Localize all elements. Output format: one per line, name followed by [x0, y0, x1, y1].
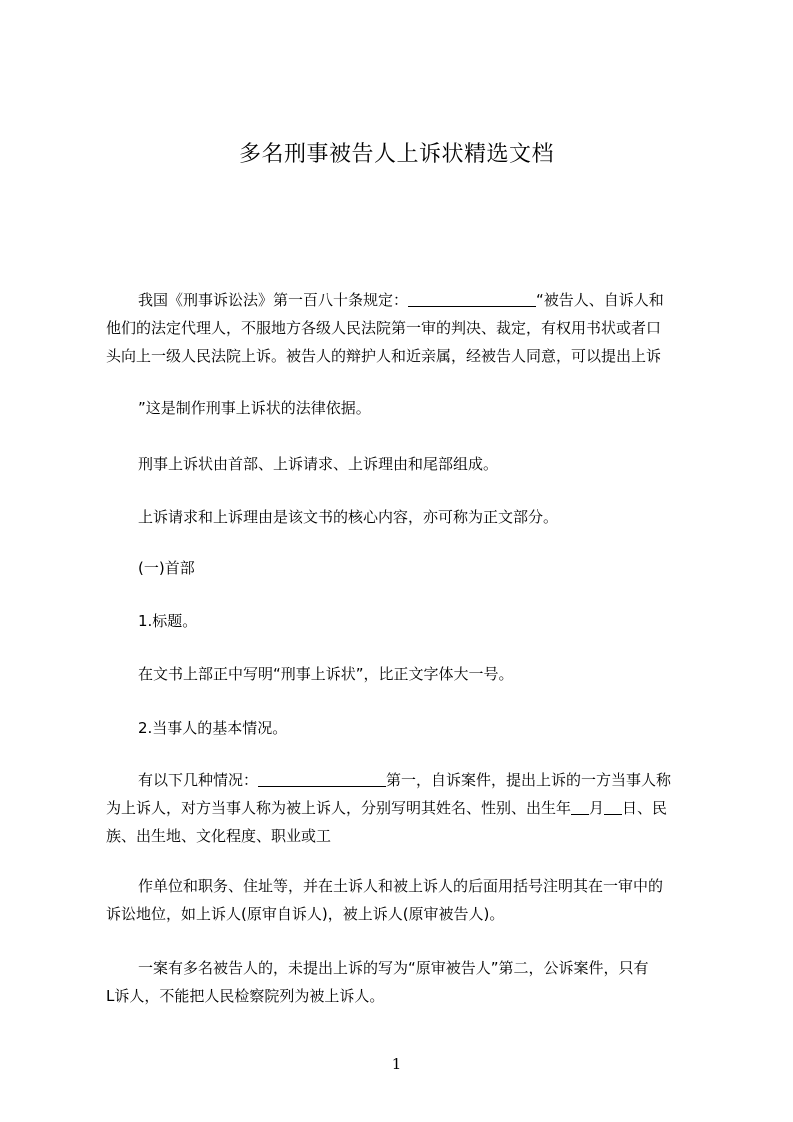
paragraph-line: 刑事上诉状由首部、上诉请求、上诉理由和尾部组成。	[138, 455, 499, 473]
document-title: 多名刑事被告人上诉状精选文档	[238, 142, 554, 167]
paragraph-work-address	[106, 872, 698, 928]
paragraph-situations	[106, 766, 698, 850]
paragraph-multiple-defendants	[106, 954, 698, 1010]
blank-underline	[571, 798, 589, 815]
paragraph-line: 我国《刑事诉讼法》第一百八十条规定： “被告人、自诉人和	[138, 291, 664, 309]
paragraph-core-content	[106, 503, 698, 531]
paragraph-legal-basis-end	[106, 394, 698, 422]
page-number: 1	[391, 1055, 402, 1073]
paragraph-line: ”这是制作刑事上诉状的法律依据。	[138, 399, 371, 417]
paragraph-title-rule	[106, 660, 698, 688]
paragraph-structure	[106, 450, 698, 478]
paragraph-line: (一)首部	[138, 559, 195, 577]
paragraph-line: 2.当事人的基本情况。	[138, 719, 288, 737]
blank-underline	[408, 290, 536, 307]
section-heading-header	[106, 554, 698, 582]
paragraph-line: 一案有多名被告人的，未提出上诉的写为“原审被告人”第二，公诉案件，只有	[138, 959, 649, 977]
item-heading-title	[106, 607, 698, 635]
paragraph-line: 上诉请求和上诉理由是该文书的核心内容，亦可称为正文部分。	[138, 508, 559, 526]
paragraph-legal-basis	[106, 286, 698, 370]
paragraph-line: 为上诉人，对方当事人称为被上诉人，分别写明其姓名、性别、出生年 月 日、民	[106, 799, 668, 817]
paragraph-line: 1.标题。	[138, 612, 198, 630]
blank-underline	[604, 798, 622, 815]
paragraph-line: L诉人，不能把人民检察院列为被上诉人。	[106, 987, 385, 1005]
paragraph-line: 作单位和职务、住址等，并在土诉人和被上诉人的后面用括号注明其在一审中的	[138, 877, 664, 895]
paragraph-line: 他们的法定代理人，不服地方各级人民法院第一审的判决、裁定，有权用书状或者口	[106, 319, 662, 337]
paragraph-line: 头向上一级人民法院上诉。被告人的辩护人和近亲属，经被告人同意，可以提出上诉	[106, 347, 662, 365]
item-heading-parties	[106, 714, 698, 742]
paragraph-line: 在文书上部正中写明“刑事上诉状”，比正文字体大一号。	[138, 665, 514, 683]
paragraph-line: 族、出生地、文化程度、职业或工	[106, 827, 332, 845]
paragraph-line: 有以下几种情况： 第一，自诉案件，提出上诉的一方当事人称	[138, 771, 672, 789]
blank-underline	[258, 770, 386, 787]
paragraph-line: 诉讼地位，如上诉人(原审自诉人)，被上诉人(原审被告人)。	[106, 905, 505, 923]
